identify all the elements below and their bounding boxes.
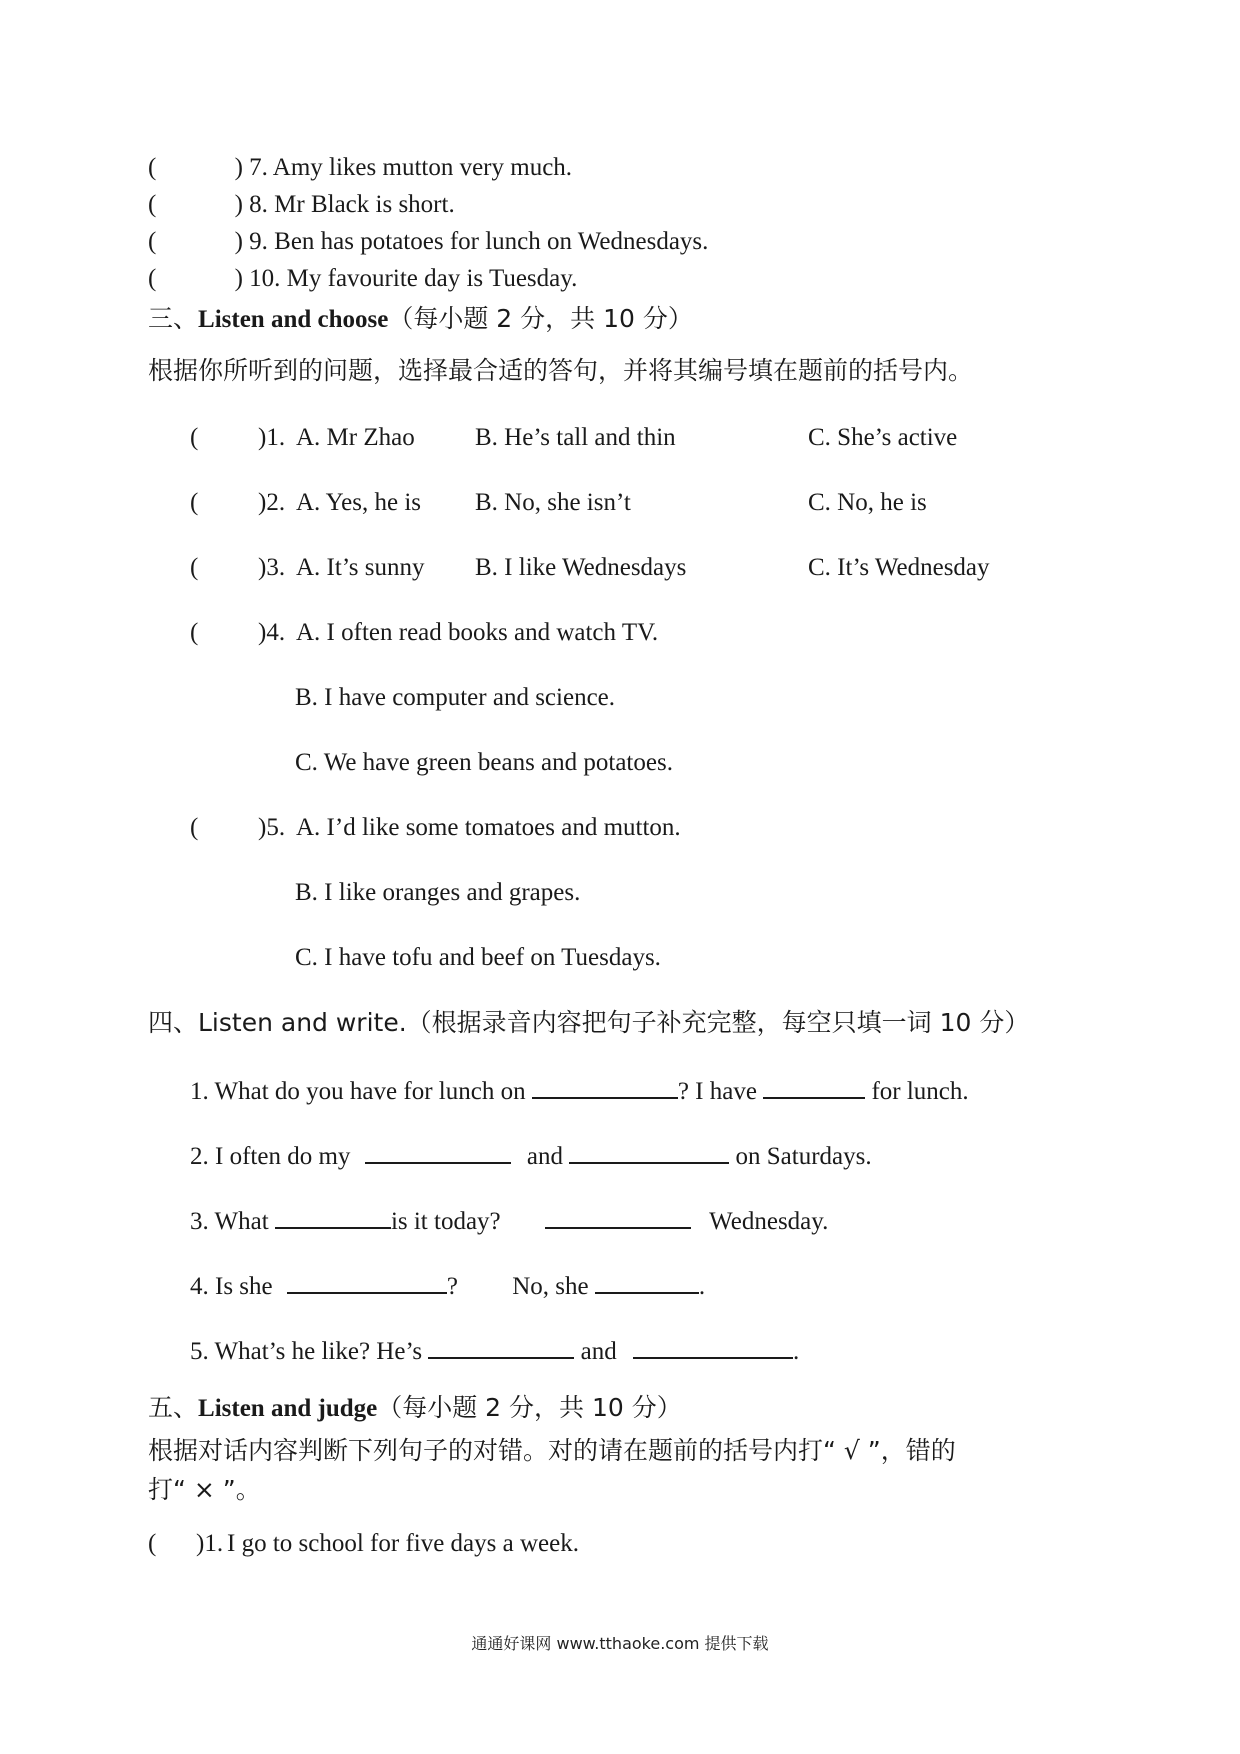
judge-item-text: 10. My favourite day is Tuesday.: [249, 265, 578, 292]
choice-question-5: [190, 813, 681, 843]
answer-blank[interactable]: [595, 1268, 699, 1294]
answer-paren-open: (: [190, 424, 199, 451]
answer-blank[interactable]: [428, 1333, 574, 1359]
judge-item-text: 8. Mr Black is short.: [249, 191, 455, 218]
answer-blank[interactable]: [287, 1268, 447, 1294]
answer-paren-open: (: [190, 554, 199, 581]
answer-paren-open: (: [190, 489, 199, 516]
section-3-instruction: 根据你所听到的问题，选择最合适的答句，并将其编号填在题前的括号内。: [148, 356, 974, 385]
question-number: )1.: [196, 1530, 224, 1557]
choice-question-1: [190, 423, 958, 453]
section-5-title: Listen and judge: [198, 1395, 378, 1422]
question-number: )4.: [258, 619, 286, 646]
question-number: )5.: [258, 814, 286, 841]
option-a: A. I often read books and watch TV.: [296, 619, 659, 646]
question-text: 3. What: [190, 1208, 269, 1235]
write-question-3: [190, 1203, 828, 1237]
option-b: B. He’s tall and thin: [475, 424, 676, 451]
answer-blank[interactable]: [633, 1333, 793, 1359]
option-c: C. It’s Wednesday: [808, 554, 990, 581]
option-b: B. No, she isn’t: [475, 489, 631, 516]
answer-blank[interactable]: [275, 1203, 391, 1229]
option-b: B. I like Wednesdays: [475, 554, 687, 581]
question-text: 2. I often do my: [190, 1143, 351, 1170]
answer-paren-open: (: [148, 191, 157, 218]
question-number: )1.: [258, 424, 286, 451]
question-text: and: [526, 1143, 563, 1170]
option-a: A. It’s sunny: [296, 554, 425, 581]
answer-paren-open: (: [148, 1530, 157, 1557]
write-question-5: [190, 1333, 799, 1367]
section-3-note: （每小题 2 分，共 10 分）: [388, 304, 693, 333]
option-a: A. I’d like some tomatoes and mutton.: [296, 814, 681, 841]
question-text: ?: [446, 1273, 458, 1300]
question-text: on Saturdays.: [735, 1143, 872, 1170]
question-text: for lunch.: [871, 1078, 969, 1105]
judge-item-7: [148, 153, 572, 183]
choice-question-3: [190, 553, 990, 583]
answer-paren-open: (: [190, 619, 199, 646]
option-c: C. No, he is: [808, 489, 927, 516]
option-a: A. Mr Zhao: [296, 424, 415, 451]
choice-4-option-b: B. I have computer and science.: [295, 684, 616, 711]
section-3-title: Listen and choose: [198, 306, 389, 333]
choice-5-option-c: C. I have tofu and beef on Tuesdays.: [295, 944, 661, 971]
answer-blank[interactable]: [532, 1073, 678, 1099]
section-4-heading: 四、Listen and write.（根据录音内容把句子补充完整，每空只填一词 10 分）: [148, 1008, 1030, 1037]
question-text: 4. Is she: [190, 1273, 273, 1300]
option-c: C. She’s active: [808, 424, 958, 451]
question-text: .: [698, 1273, 706, 1300]
choice-question-2: [190, 488, 927, 518]
page-footer: 通通好课网 www.tthaoke.com 提供下载: [471, 1634, 769, 1653]
choice-5-option-b: B. I like oranges and grapes.: [295, 879, 581, 906]
judge-item-text: 7. Amy likes mutton very much.: [249, 154, 573, 181]
judge-question-1: [148, 1529, 579, 1559]
section-5-heading: [148, 1393, 682, 1424]
section-5-instruction-line-2: 打“ × ”。: [148, 1475, 261, 1504]
answer-blank[interactable]: [569, 1138, 729, 1164]
section-3-heading: [148, 304, 693, 335]
judge-item-text: I go to school for five days a week.: [227, 1530, 579, 1557]
answer-blank[interactable]: [763, 1073, 865, 1099]
judge-item-8: [148, 190, 455, 220]
section-3-number: 三、: [148, 304, 199, 333]
answer-paren-close: ): [234, 228, 243, 255]
section-5-number: 五、: [148, 1393, 199, 1422]
section-5-note: （每小题 2 分，共 10 分）: [377, 1393, 682, 1422]
answer-paren-open: (: [148, 154, 157, 181]
answer-paren-close: ): [234, 265, 243, 292]
choice-4-option-c: C. We have green beans and potatoes.: [295, 749, 673, 776]
answer-paren-open: (: [148, 228, 157, 255]
question-text: Wednesday.: [709, 1208, 829, 1235]
answer-blank[interactable]: [545, 1203, 691, 1229]
judge-item-9: [148, 227, 708, 257]
question-text: 1. What do you have for lunch on: [190, 1078, 526, 1105]
judge-item-10: [148, 264, 577, 294]
answer-paren-open: (: [148, 265, 157, 292]
question-text: No, she: [512, 1273, 589, 1300]
answer-paren-open: (: [190, 814, 199, 841]
answer-blank[interactable]: [365, 1138, 511, 1164]
question-text: .: [792, 1338, 800, 1365]
judge-item-text: 9. Ben has potatoes for lunch on Wednesdays.: [249, 228, 709, 255]
answer-paren-close: ): [234, 191, 243, 218]
choice-question-4: [190, 618, 659, 648]
question-text: ? I have: [677, 1078, 757, 1105]
write-question-2: [190, 1138, 872, 1172]
question-number: )2.: [258, 489, 286, 516]
write-question-1: [190, 1073, 969, 1107]
question-text: is it today?: [390, 1208, 501, 1235]
question-text: and: [580, 1338, 617, 1365]
section-5-instruction-line-1: 根据对话内容判断下列句子的对错。对的请在题前的括号内打“ √ ”，错的: [148, 1436, 956, 1465]
answer-paren-close: ): [234, 154, 243, 181]
question-number: )3.: [258, 554, 286, 581]
question-text: 5. What’s he like? He’s: [190, 1338, 423, 1365]
write-question-4: [190, 1268, 705, 1302]
option-a: A. Yes, he is: [296, 489, 422, 516]
